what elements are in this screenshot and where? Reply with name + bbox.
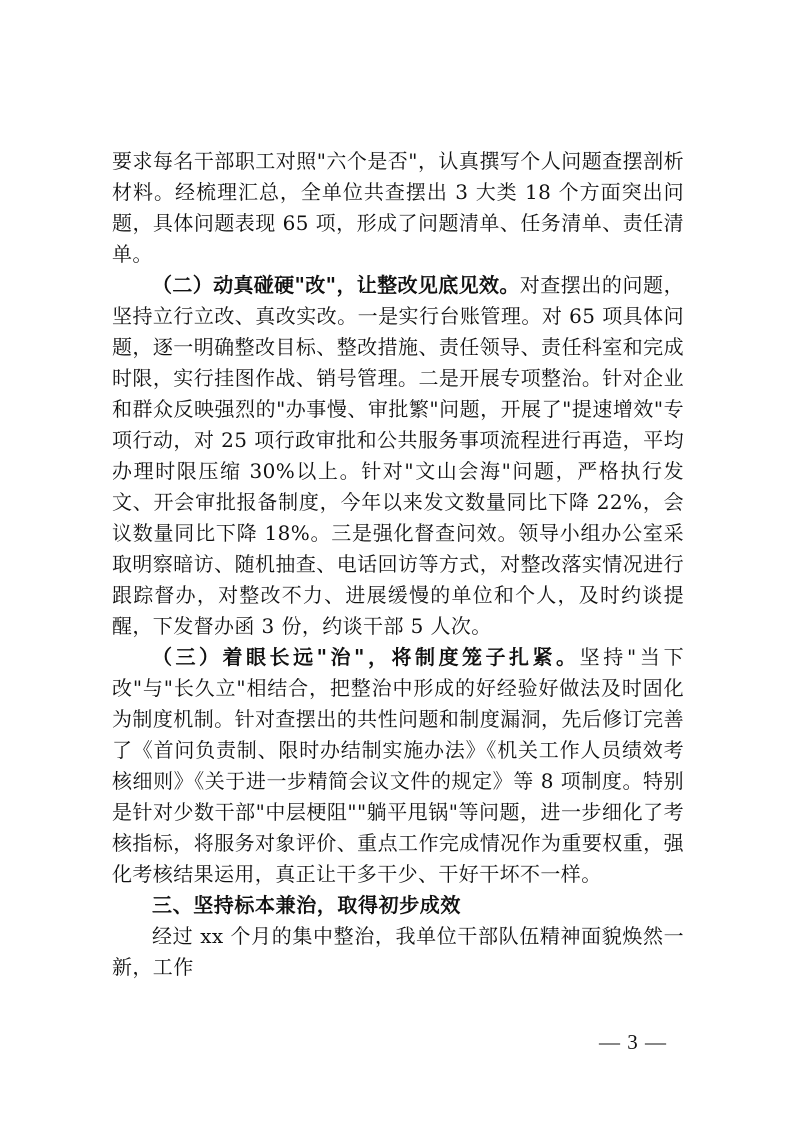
paragraph-text: 经过 xx 个月的集中整治，我单位干部队伍精神面貌焕然一新，工作 xyxy=(112,924,684,979)
section-heading: 三、坚持标本兼治，取得初步成效 xyxy=(152,893,461,917)
paragraph-text: 对查摆出的问题，坚持立行立改、真改实改。一是实行台账管理。对 65 项具体问题，逐一明确整改目标、整改措施、责任领导、责任科室和完成时限，实行挂图作战、销号管理。二是开展专项整治。针对企业和群众反映强烈的"办事慢、审批繁"问题，开展了"提速增效"专项行动，对 25 项行政审批和公共服务事项流程进行再造，平均办理时限压缩 30%以上。针对"文山会海"问题，严格执行发文、开会审批报备制度，今年以来发文数量同比下降 22%，会议数量同比下降 18%。三是强化督查问效。领导小组办公室采取明察暗访、随机抽查、电话回访等方式，对整改落实情况进行跟踪督办，对整改不力、进展缓慢的单位和个人，及时约谈提醒，下发督办函 3 份，约谈干部 5 人次。 xyxy=(112,273,685,638)
paragraph-text: 坚持"当下改"与"长久立"相结合，把整治中形成的好经验好做法及时固化为制度机制。针对查摆出的共性问题和制度漏洞，先后修订完善了《首问负责制、限时办结制实施办法》《机关工作人员绩效考核细则》《关于进一步精简会议文件的规定》等 8 项制度。特别是针对少数干部"中层梗阻""躺平甩锅"等问题，进一步细化了考核指标，将服务对象评价、重点工作完成情况作为重要权重，强化考核结果运用，真正让干多干少、干好干坏不一样。 xyxy=(112,645,685,886)
paragraph-institutionalize xyxy=(112,642,684,890)
paragraph-text: 要求每名干部职工对照"六个是否"，认真撰写个人问题查摆剖析材料。经梳理汇总，全单位共查摆出 3 大类 18 个方面突出问题，具体问题表现 65 项，形成了问题清单、任务清单、责任清单。 xyxy=(112,149,684,266)
paragraph-results xyxy=(112,921,684,983)
page-number: — 3 — xyxy=(599,1030,667,1054)
body-text xyxy=(112,146,684,983)
paragraph-continuation xyxy=(112,146,684,270)
paragraph-lead-heading: （三）着眼长远"治"，将制度笼子扎紧。 xyxy=(152,645,580,669)
paragraph-rectification xyxy=(112,270,684,642)
paragraph-lead-heading: （二）动真碰硬"改"，让整改见底见效。 xyxy=(152,273,520,297)
